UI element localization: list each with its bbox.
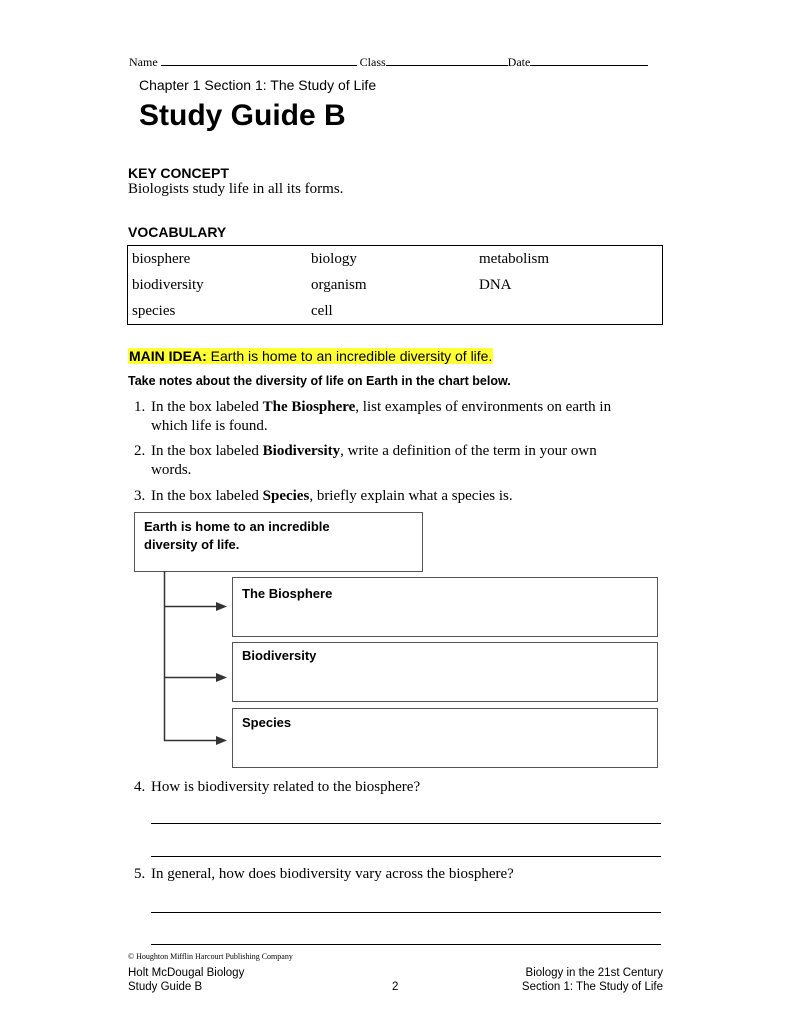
question-5: 5. In general, how does biodiversity vary across the biosphere? <box>134 866 514 882</box>
chart-biodiversity-label: Biodiversity <box>242 648 317 663</box>
vocabulary-heading: VOCABULARY <box>128 224 227 240</box>
chart-species-label: Species <box>242 715 292 730</box>
vocab-word: biosphere <box>132 251 191 267</box>
vocab-word: metabolism <box>479 251 549 267</box>
answer-line[interactable] <box>151 912 661 913</box>
footer-guide-name: Study Guide B <box>128 981 203 993</box>
chart-biosphere-box[interactable] <box>232 577 658 637</box>
vocab-word: cell <box>311 303 333 319</box>
chapter-heading: Chapter 1 Section 1: The Study of Life <box>139 77 377 93</box>
class-label: Class <box>359 55 386 69</box>
arrowhead-icon <box>216 736 227 745</box>
footer-right <box>522 966 663 994</box>
name-label: Name <box>129 55 158 69</box>
instructions: Take notes about the diversity of life on Earth in the chart below. <box>128 374 511 388</box>
main-idea-text: Earth is home to an incredible diversity of life. <box>210 348 493 364</box>
answer-line[interactable] <box>151 823 661 824</box>
chart-biosphere-label: The Biosphere <box>242 586 333 601</box>
arrowhead-icon <box>216 602 227 611</box>
chart-main-idea-line2: diversity of life. <box>144 537 240 552</box>
page-title: Study Guide B <box>139 99 346 132</box>
date-label: Date <box>507 55 531 69</box>
question-3: 3. In the box labeled Species, briefly explain what a species is. <box>134 488 513 504</box>
arrowhead-icon <box>216 673 227 682</box>
footer-section-title: Section 1: The Study of Life <box>521 981 663 993</box>
question-1: 1. In the box labeled The Biosphere, list examples of environments on earth in which life is found. <box>134 399 612 434</box>
footer-book-title: Holt McDougal Biology <box>128 967 245 979</box>
vocab-word: species <box>132 303 176 319</box>
vocab-word: organism <box>311 277 367 293</box>
footer-left <box>128 966 244 994</box>
answer-line[interactable] <box>151 856 661 857</box>
chart-species-box[interactable] <box>232 708 658 768</box>
chart-biodiversity-box[interactable] <box>232 642 658 702</box>
main-idea-label: MAIN IDEA: <box>129 348 207 364</box>
copyright-notice: © Houghton Mifflin Harcourt Publishing Company <box>128 952 293 961</box>
page-number: 2 <box>392 981 399 993</box>
key-concept-text: Biologists study life in all its forms. <box>128 181 344 197</box>
chart-main-idea-line1: Earth is home to an incredible <box>144 519 330 534</box>
vocab-word: biology <box>311 251 357 267</box>
question-4: 4. How is biodiversity related to the biosphere? <box>134 779 421 795</box>
question-2: 2. In the box labeled Biodiversity, write a definition of the term in your own words. <box>134 443 597 478</box>
answer-line[interactable] <box>151 944 661 945</box>
footer-chapter-title: Biology in the 21st Century <box>525 967 663 979</box>
vocab-word: DNA <box>479 277 512 293</box>
key-concept-heading: KEY CONCEPT <box>128 165 229 181</box>
vocab-word: biodiversity <box>132 277 204 293</box>
